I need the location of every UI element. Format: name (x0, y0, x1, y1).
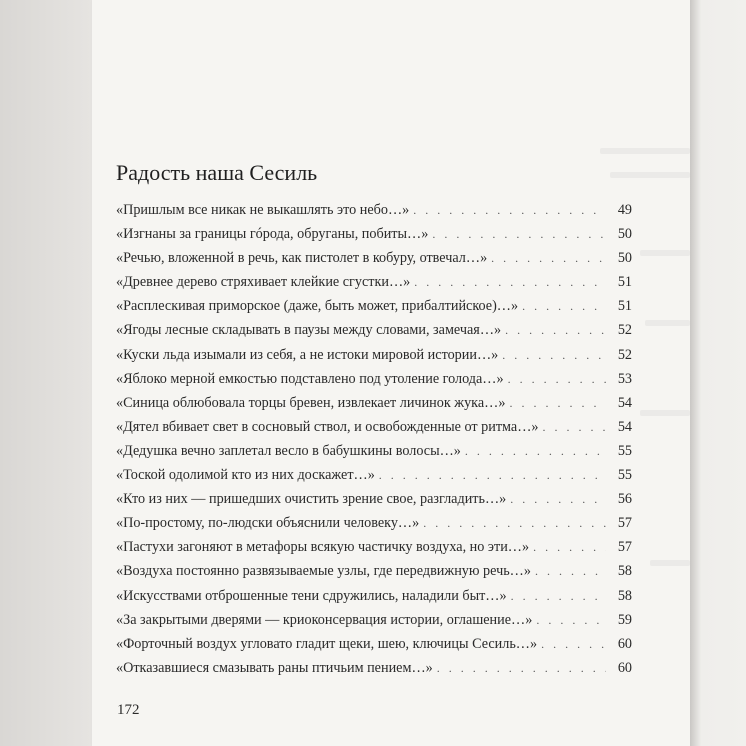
toc-dot-leader (432, 222, 606, 246)
toc-entry (116, 511, 632, 535)
toc-dot-leader (414, 270, 606, 294)
toc-entry (116, 608, 632, 632)
toc-entry-title: «Дедушка вечно заплетал весло в бабушкины волосы…» (116, 442, 461, 459)
toc-entry-title: «По-простому, по-людски объяснили человеку…» (116, 515, 420, 532)
table-of-contents (116, 198, 632, 680)
toc-entry (116, 487, 632, 511)
toc-entry (116, 198, 632, 222)
toc-dot-leader (509, 391, 606, 415)
toc-dot-leader (502, 343, 606, 367)
toc-entry-page: 52 (617, 346, 632, 363)
toc-entry-title: «Тоской одолимой кто из них доскажет…» (116, 467, 375, 484)
toc-dot-leader (543, 415, 607, 439)
toc-dot-leader (536, 608, 606, 632)
toc-dot-leader (465, 439, 606, 463)
toc-entry-page: 58 (617, 587, 632, 604)
toc-entry-page: 60 (617, 659, 632, 676)
toc-entry (116, 222, 632, 246)
toc-dot-leader (510, 487, 606, 511)
toc-entry-page: 57 (617, 539, 632, 556)
toc-entry (116, 463, 632, 487)
toc-entry (116, 343, 632, 367)
toc-entry (116, 584, 632, 608)
toc-entry (116, 632, 632, 656)
toc-entry (116, 656, 632, 680)
toc-entry-title: «Ягоды лесные складывать в паузы между словами, замечая…» (116, 322, 502, 339)
toc-entry (116, 535, 632, 559)
toc-entry-title: «Яблоко мерной емкостью подставлено под утоление голода…» (116, 370, 504, 387)
toc-entry-title: «Древнее дерево стряхивает клейкие сгустки…» (116, 274, 411, 291)
toc-entry-page: 56 (617, 491, 632, 508)
toc-entry-title: «Воздуха постоянно развязываемые узлы, где передвижную речь…» (116, 563, 531, 580)
toc-entry-title: «Речью, вложенной в речь, как пистолет в кобуру, отвечал…» (116, 250, 488, 267)
toc-dot-leader (423, 511, 606, 535)
toc-dot-leader (535, 559, 606, 583)
toc-entry (116, 391, 632, 415)
toc-entry-page: 59 (617, 611, 632, 628)
toc-entry-title: «Пастухи загоняют в метафоры всякую частичку воздуха, но эти…» (116, 539, 530, 556)
toc-dot-leader (533, 535, 606, 559)
toc-dot-leader (508, 367, 606, 391)
show-through-line (640, 410, 690, 416)
toc-entry-title: «Изгнаны за границы гóрода, обруганы, побиты…» (116, 226, 429, 243)
toc-entry-page: 57 (617, 515, 632, 532)
toc-entry-page: 51 (617, 298, 632, 315)
toc-entry (116, 559, 632, 583)
toc-dot-leader (522, 294, 606, 318)
show-through-line (610, 172, 690, 178)
toc-dot-leader (413, 198, 606, 222)
toc-entry-page: 60 (617, 635, 632, 652)
toc-entry-page: 58 (617, 563, 632, 580)
toc-entry-page: 55 (617, 442, 632, 459)
toc-entry-page: 52 (617, 322, 632, 339)
page-number: 172 (117, 702, 140, 718)
toc-entry-title: «Кто из них — пришедших очистить зрение свое, разгладить…» (116, 491, 507, 508)
toc-entry-page: 54 (617, 394, 632, 411)
toc-entry-title: «Куски льда изымали из себя, а не истоки мировой истории…» (116, 346, 499, 363)
toc-entry-page: 53 (617, 370, 632, 387)
toc-entry (116, 439, 632, 463)
toc-entry-title: «Расплескивая приморское (даже, быть может, прибалтийское)…» (116, 298, 519, 315)
toc-entry (116, 294, 632, 318)
toc-entry (116, 318, 632, 342)
toc-entry-title: «Форточный воздух угловато гладит щеки, шею, ключицы Сесиль…» (116, 635, 538, 652)
toc-dot-leader (505, 318, 606, 342)
toc-dot-leader (511, 584, 606, 608)
toc-entry-title: «Пришлым все никак не выкашлять это небо…» (116, 202, 410, 218)
toc-entry (116, 270, 632, 294)
toc-entry-title: «Отказавшиеся смазывать раны птичьим пением…» (116, 659, 433, 676)
toc-entry-title: «Дятел вбивает свет в сосновый ствол, и освобожденные от ритма…» (116, 418, 539, 435)
toc-entry-title: «Синица облюбовала торцы бревен, извлекает личинок жука…» (116, 394, 506, 411)
section-title: Радость наша Сесиль (116, 160, 318, 185)
show-through-line (650, 560, 690, 566)
toc-dot-leader (491, 246, 606, 270)
toc-entry-page: 49 (617, 202, 632, 218)
toc-dot-leader (379, 463, 606, 487)
show-through-line (640, 250, 690, 256)
toc-entry (116, 367, 632, 391)
toc-entry (116, 246, 632, 270)
spread-left-edge (0, 0, 92, 746)
toc-entry-page: 55 (617, 467, 632, 484)
toc-dot-leader (437, 656, 606, 680)
show-through-line (645, 320, 690, 326)
spread-right-edge (690, 0, 746, 746)
toc-entry-title: «Искусствами отброшенные тени сдружились, наладили быт…» (116, 587, 507, 604)
toc-entry-page: 54 (617, 418, 632, 435)
toc-entry-page: 50 (617, 250, 632, 267)
show-through-line (600, 148, 690, 154)
toc-dot-leader (541, 632, 606, 656)
toc-entry-page: 51 (617, 274, 632, 291)
toc-entry (116, 415, 632, 439)
toc-entry-title: «За закрытыми дверями — криоконсервация истории, оглашение…» (116, 611, 533, 628)
toc-entry-page: 50 (617, 226, 632, 243)
